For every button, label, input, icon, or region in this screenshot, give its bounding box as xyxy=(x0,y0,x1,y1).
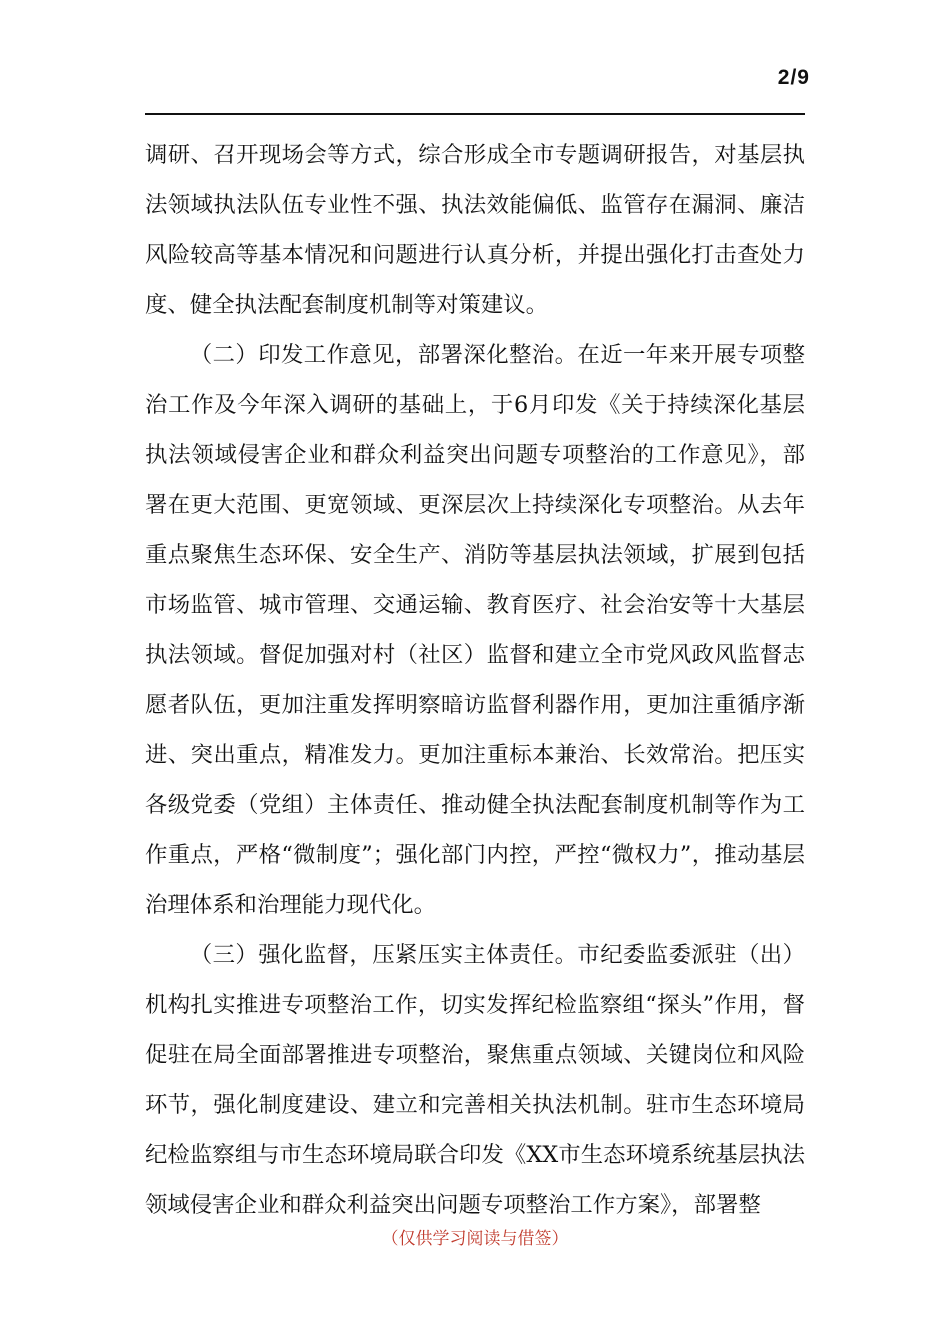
document-body xyxy=(145,130,805,1230)
footer-note: （仅供学习阅读与借签） xyxy=(381,1229,569,1249)
page-number: 2/9 xyxy=(777,66,810,89)
paragraph-section-three: （三）强化监督，压紧压实主体责任。市纪委监委派驻（出）机构扎实推进专项整治工作，切实发挥纪检监察组“探头”作用，督促驻在局全面部署推进专项整治，聚焦重点领域、关键岗位和风险环节，强化制度建设、建立和完善相关执法机制。驻市生态环境局纪检监察组与市生态环境局联合印发《XX市生态环境系统基层执法领域侵害企业和群众利益突出问题专项整治工作方案》，部署整 xyxy=(145,942,805,1218)
paragraph-continued: 调研、召开现场会等方式，综合形成全市专题调研报告，对基层执法领域执法队伍专业性不强、执法效能偏低、监管存在漏洞、廉洁风险较高等基本情况和问题进行认真分析，并提出强化打击查处力度、健全执法配套制度机制等对策建议。 xyxy=(145,142,805,318)
header-divider xyxy=(145,113,805,115)
paragraph-section-two: （二）印发工作意见，部署深化整治。在近一年来开展专项整治工作及今年深入调研的基础上，于6月印发《关于持续深化基层执法领域侵害企业和群众利益突出问题专项整治的工作意见》，部署在更大范围、更宽领域、更深层次上持续深化专项整治。从去年重点聚焦生态环保、安全生产、消防等基层执法领域，扩展到包括市场监管、城市管理、交通运输、教育医疗、社会治安等十大基层执法领域。督促加强对村（社区）监督和建立全市党风政风监督志愿者队伍，更加注重发挥明察暗访监督利器作用，更加注重循序渐进、突出重点，精准发力。更加注重标本兼治、长效常治。把压实各级党委（党组）主体责任、推动健全执法配套制度机制等作为工作重点，严格“微制度”；强化部门内控，严控“微权力”，推动基层治理体系和治理能力现代化。 xyxy=(145,342,805,918)
